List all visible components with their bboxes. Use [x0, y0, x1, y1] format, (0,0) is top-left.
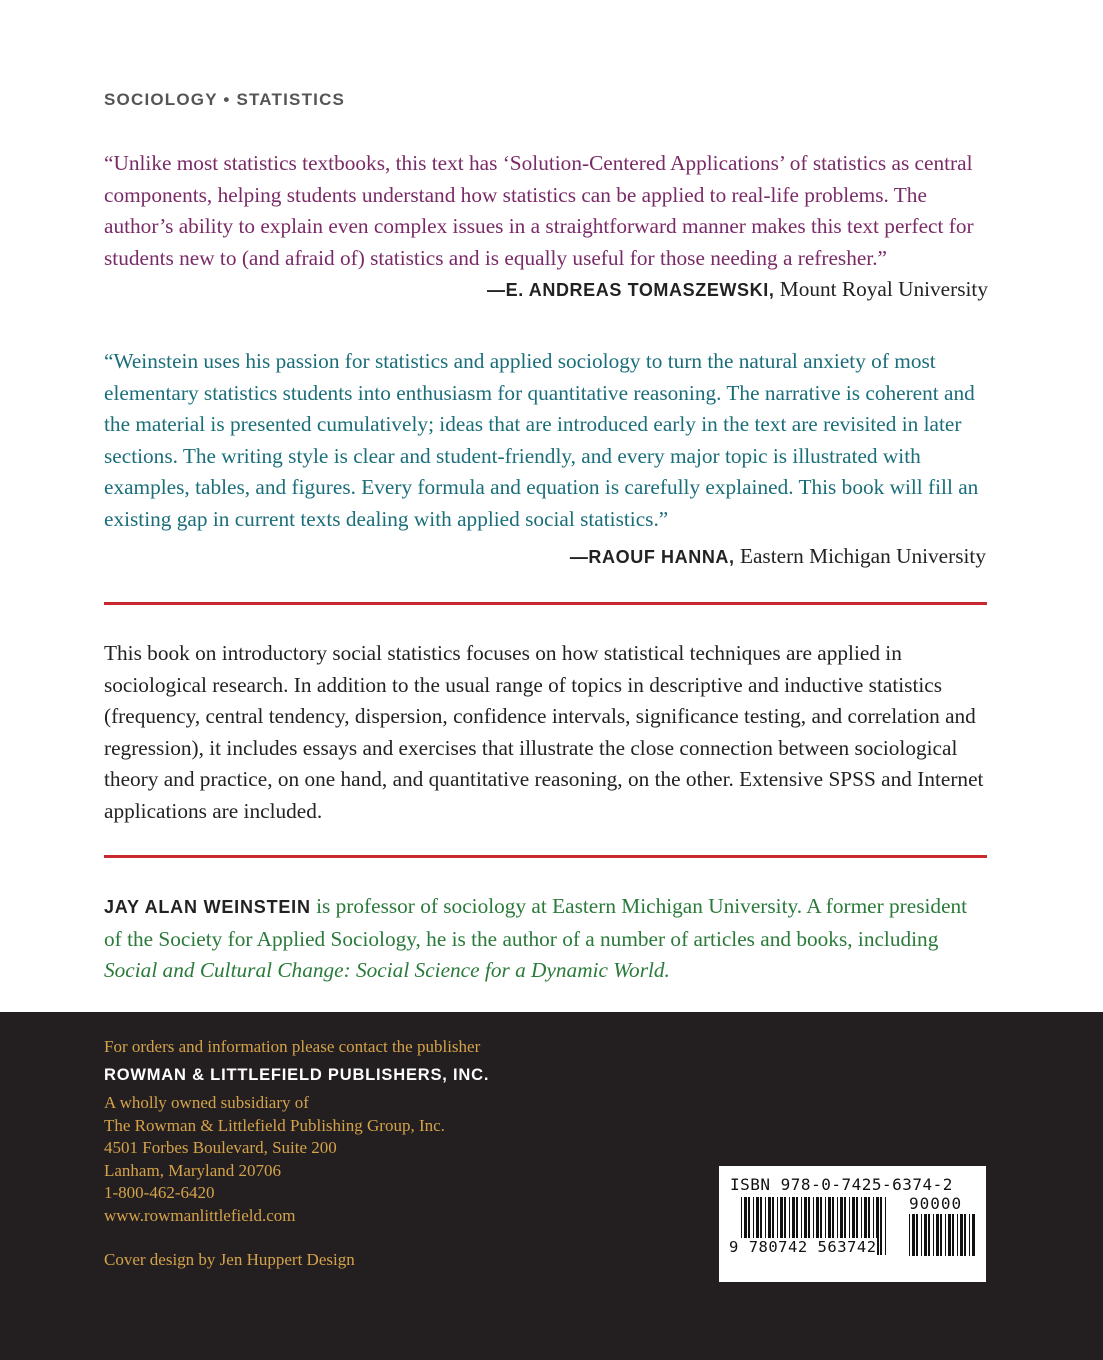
publisher-address — [104, 1092, 445, 1227]
barcode-bar — [912, 1214, 915, 1256]
attribution-name: —RAOUF HANNA, — [569, 547, 735, 567]
isbn-number: ISBN 978-0-7425-6374-2 — [730, 1175, 953, 1194]
barcode-bar — [964, 1214, 966, 1256]
barcode-bar — [933, 1214, 934, 1256]
website-url: www.rowmanlittlefield.com — [104, 1205, 296, 1225]
attribution-name: —E. ANDREAS TOMASZEWSKI, — [487, 280, 775, 301]
addon-barcode-bars — [909, 1214, 977, 1256]
barcode-bar — [880, 1197, 882, 1255]
divider-rule — [104, 602, 987, 605]
address-line: Lanham, Maryland 20706 — [104, 1160, 282, 1180]
ean-left-digits: 780742 — [748, 1238, 808, 1256]
endorsement-quote-1 — [104, 148, 988, 307]
address-line: The Rowman & Littlefield Publishing Group, Inc. — [104, 1115, 445, 1135]
barcode-bar — [921, 1214, 922, 1256]
barcode-bar — [948, 1214, 951, 1256]
orders-info: For orders and information please contact the publisher — [104, 1037, 481, 1056]
barcode-bar — [940, 1214, 942, 1256]
ean-first-digit: 9 — [729, 1238, 739, 1256]
isbn-barcode — [719, 1166, 986, 1282]
barcode-bar — [957, 1214, 958, 1256]
ean-right-digits: 563742 — [817, 1238, 877, 1256]
address-line: A wholly owned subsidiary of — [104, 1093, 309, 1112]
barcode-bar — [960, 1214, 963, 1256]
barcode-bar — [924, 1214, 927, 1256]
ean-digits — [729, 1238, 877, 1256]
author-book-title: Social and Cultural Change: Social Science for a Dynamic World. — [104, 958, 670, 983]
author-bio — [104, 891, 988, 987]
category-label: SOCIOLOGY • STATISTICS — [104, 90, 346, 109]
author-name: JAY ALAN WEINSTEIN — [104, 897, 311, 917]
price-code: 90000 — [909, 1194, 963, 1213]
barcode-bar — [945, 1214, 946, 1256]
endorsement-quote-2 — [104, 346, 988, 536]
quote-text: “Weinstein uses his passion for statistics and applied sociology to turn the natural anxiety of most elementary statistics students into enthusiasm for quantitative reasoning. The narrative is coherent and the material is presented cumulatively; ideas that are introduced early in the text are revisited in later sections. The writing style is clear and student-friendly, and every major topic is illustrated with examples, tables, and figures. Every formula and equation is carefully explained. This book will fill an existing gap in current texts dealing with applied social statistics.” — [104, 349, 979, 531]
quote-text: “Unlike most statistics textbooks, this text has ‘Solution-Centered Applications’ of statistics as central components, helping students understand how statistics can be applied to real-life problems. The author’s ability to explain even complex issues in a straightforward manner makes this text perfect for students new to (and afraid of) statistics and is equally useful for those needing a refresher.” — [104, 151, 974, 270]
author-bio-text: is professor of sociology at Eastern Michigan University. A former president of the Society for Applied Sociology, he is the author of a number of articles and books, including — [104, 894, 968, 951]
barcode-bar — [936, 1214, 939, 1256]
barcode-bar — [952, 1214, 954, 1256]
barcode-bar — [969, 1214, 970, 1256]
divider-rule — [104, 855, 987, 858]
address-line: 4501 Forbes Boulevard, Suite 200 — [104, 1138, 337, 1157]
attribution-affiliation: Mount Royal University — [774, 277, 988, 302]
attribution-affiliation: Eastern Michigan University — [734, 544, 986, 568]
barcode-bar — [885, 1197, 886, 1255]
book-description: This book on introductory social statistics focuses on how statistical techniques are applied in sociological research. In addition to the usual range of topics in descriptive and inductive statistics (frequency, central tendency, dispersion, confidence intervals, significance testing, and correlation and regression), it includes essays and exercises that illustrate the close connection between sociological theory and practice, on one hand, and quantitative reasoning, on the other. Extensive SPSS and Internet applications are included. — [104, 641, 984, 823]
cover-design-credit: Cover design by Jen Huppert Design — [104, 1250, 355, 1269]
barcode-bar — [916, 1214, 918, 1256]
publisher-name: ROWMAN & LITTLEFIELD PUBLISHERS, INC. — [104, 1066, 490, 1084]
phone-number: 1-800-462-6420 — [104, 1183, 215, 1202]
barcode-bar — [972, 1214, 975, 1256]
publisher-footer — [0, 1012, 1103, 1360]
quote-attribution — [570, 544, 986, 569]
barcode-bar — [928, 1214, 930, 1256]
barcode-bar — [909, 1214, 910, 1256]
quote-attribution — [487, 274, 988, 307]
